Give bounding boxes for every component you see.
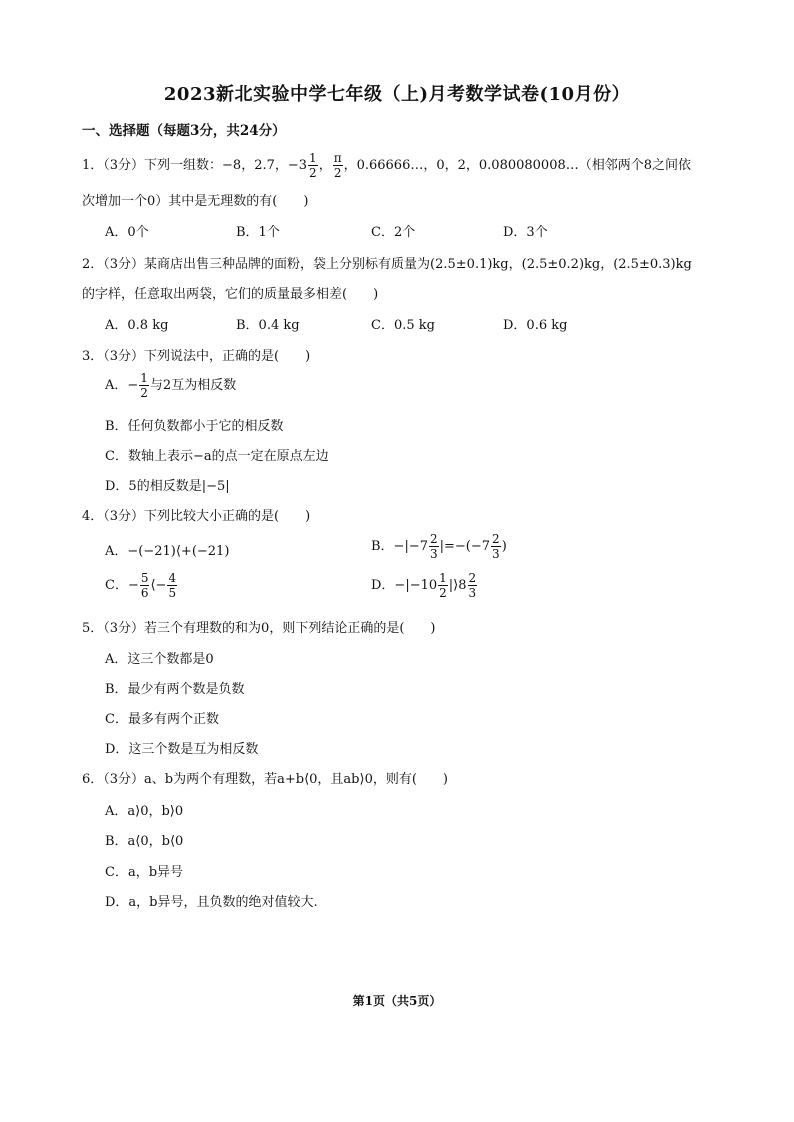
- q4-option-d[interactable]: [371, 572, 478, 599]
- fraction-denominator: 3: [492, 547, 500, 561]
- fraction-numerator: 1: [439, 571, 447, 585]
- fraction-numerator: 2: [492, 532, 500, 546]
- q4-option-c-text-b: ⟨−: [150, 578, 167, 593]
- q6-option-d[interactable]: D．a，b异号，且负数的绝对值较大.: [105, 895, 318, 910]
- q1-text-a: 1．（3分）下列一组数：−8，2.7，−3: [82, 158, 308, 173]
- q4-option-d-fraction-1: [438, 572, 448, 599]
- fraction-denominator: 2: [439, 586, 447, 600]
- q3-fraction-half: [139, 372, 149, 399]
- q4-option-c-fraction-2: [167, 572, 177, 599]
- fraction-denominator: 2: [333, 166, 342, 180]
- q4-option-c-fraction-1: [140, 572, 150, 599]
- q1-text-b: ，: [318, 158, 332, 173]
- q3-option-a-text-end: 与2互为相反数: [149, 378, 237, 393]
- fraction-numerator: 2: [468, 571, 477, 585]
- section-heading: 一、选择题（每题3分，共24分）: [82, 123, 286, 139]
- q3-option-c[interactable]: C．数轴上表示−a的点一定在原点左边: [105, 449, 329, 464]
- q2-option-a[interactable]: A．0.8 kg: [105, 318, 169, 333]
- q1-option-b[interactable]: B．1个: [236, 225, 280, 240]
- fraction-numerator: 1: [140, 371, 148, 385]
- fraction-numerator: 2: [430, 532, 438, 546]
- q2-option-d[interactable]: D．0.6 kg: [503, 318, 568, 333]
- q4-option-c[interactable]: [105, 572, 178, 599]
- q1-option-d[interactable]: D．3个: [503, 225, 548, 240]
- q5-option-a[interactable]: A．这三个数都是0: [105, 652, 214, 667]
- question-4-line-1: 4．（3分）下列比较大小正确的是( ): [82, 509, 311, 524]
- q5-option-d[interactable]: D．这三个数是互为相反数: [105, 742, 259, 757]
- page-footer: 第1页（共5页）: [352, 994, 442, 1008]
- q4-option-c-text-a: C．−: [105, 578, 139, 593]
- fraction-numerator: 4: [168, 571, 177, 585]
- q4-option-b[interactable]: [371, 533, 507, 560]
- fraction-numerator: π: [333, 151, 342, 165]
- q4-option-d-text-a: D．−|−10: [371, 578, 438, 593]
- fraction-numerator: 5: [140, 571, 149, 585]
- q4-option-b-text-a: B．−|−7: [371, 539, 428, 554]
- question-3-line-1: 3．（3分）下列说法中，正确的是( ): [82, 349, 311, 364]
- q1-text-c: ，0.66666…，0，2，0.080080008…（相邻两个8之间依: [343, 158, 692, 173]
- q3-option-a[interactable]: [105, 372, 236, 399]
- q3-option-b[interactable]: B．任何负数都小于它的相反数: [105, 419, 284, 434]
- q1-option-a[interactable]: A．0个: [105, 225, 149, 240]
- question-1-line-2: 次增加一个0）其中是无理数的有( ): [82, 194, 309, 209]
- q6-option-c[interactable]: C．a，b异号: [105, 865, 184, 880]
- q6-option-a[interactable]: A．a⟩0，b⟩0: [105, 804, 184, 819]
- q1-option-c[interactable]: C．2个: [371, 225, 416, 240]
- page-title: 2023新北实验中学七年级（上)月考数学试卷(10月份）: [163, 84, 631, 105]
- q4-option-b-fraction-2: [491, 533, 501, 560]
- question-6-line-1: 6．（3分）a、b为两个有理数，若a+b⟨0，且ab⟩0，则有( ): [82, 772, 448, 787]
- fraction-denominator: 3: [468, 586, 477, 600]
- q2-option-c[interactable]: C．0.5 kg: [371, 318, 435, 333]
- fraction-denominator: 2: [140, 386, 148, 400]
- q4-option-b-text-c: ): [501, 539, 507, 554]
- q4-option-a[interactable]: A．−(−21)⟨+(−21): [105, 544, 230, 559]
- q4-option-d-text-b: |⟩8: [448, 578, 467, 593]
- question-1-line-1: [82, 152, 691, 179]
- fraction-denominator: 5: [168, 586, 177, 600]
- q5-option-c[interactable]: C．最多有两个正数: [105, 712, 219, 727]
- q4-option-b-fraction-1: [429, 533, 439, 560]
- question-2-line-2: 的字样，任意取出两袋，它们的质量最多相差( ): [82, 287, 379, 302]
- fraction-numerator: 1: [309, 151, 317, 165]
- fraction-denominator: 2: [309, 166, 317, 180]
- q1-fraction-pi: [333, 152, 343, 179]
- q5-option-b[interactable]: B．最少有两个数是负数: [105, 682, 245, 697]
- q1-fraction-half: [308, 152, 318, 179]
- q4-option-b-text-b: |=−(−7: [439, 539, 491, 554]
- question-2-line-1: 2．（3分）某商店出售三种品牌的面粉，袋上分别标有质量为(2.5±0.1)kg，(2.5±0.2)kg，(2.5±0.3)kg: [82, 257, 692, 272]
- q6-option-b[interactable]: B．a⟨0，b⟨0: [105, 834, 184, 849]
- q3-option-a-text: A．−: [105, 378, 139, 393]
- q3-option-d[interactable]: D．5的相反数是|−5|: [105, 479, 230, 494]
- q2-option-b[interactable]: B．0.4 kg: [236, 318, 300, 333]
- question-5-line-1: 5．（3分）若三个有理数的和为0，则下列结论正确的是( ): [82, 621, 436, 636]
- q4-option-d-fraction-2: [468, 572, 478, 599]
- fraction-denominator: 3: [430, 547, 438, 561]
- fraction-denominator: 6: [140, 586, 149, 600]
